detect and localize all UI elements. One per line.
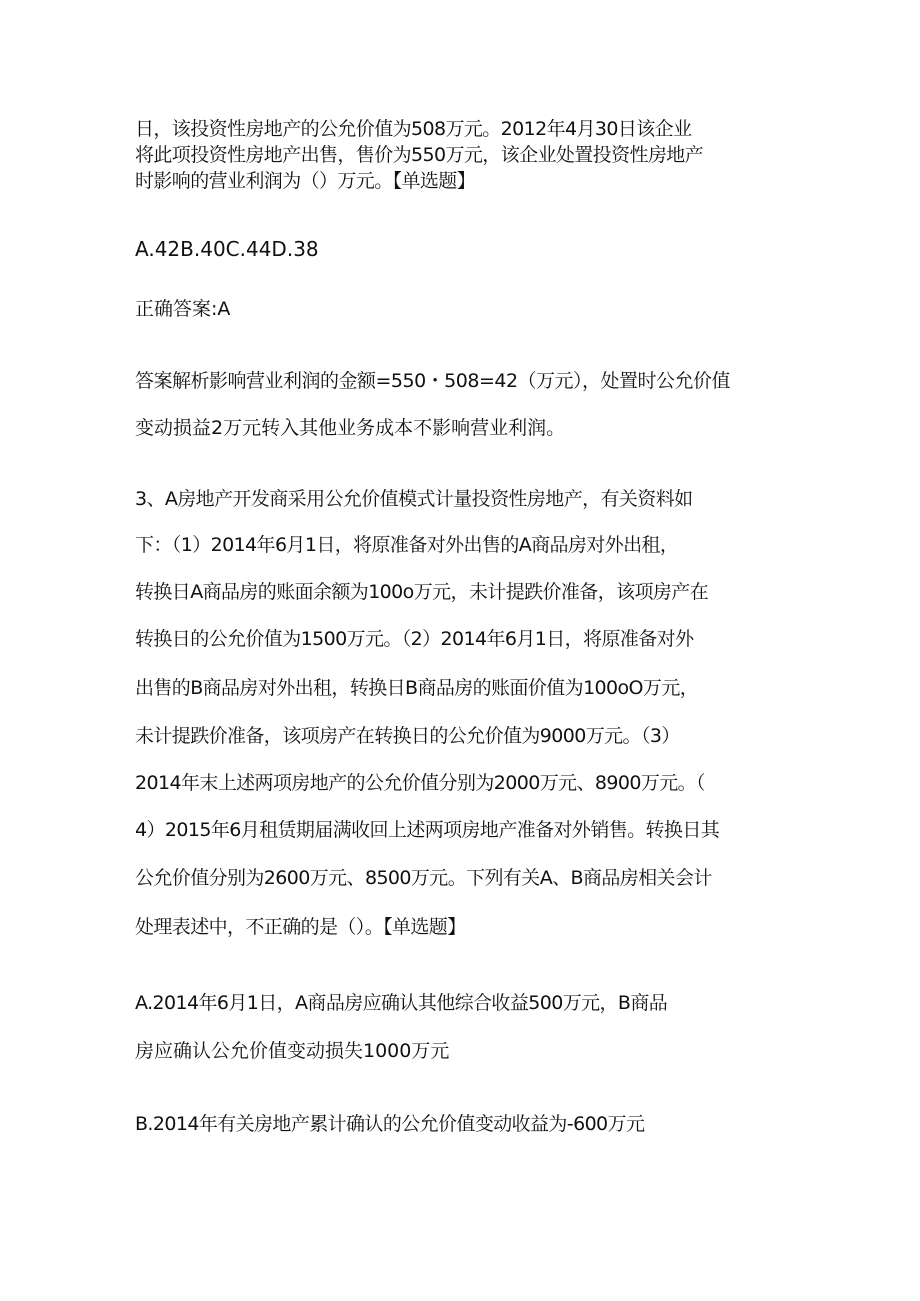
- question-2-line-3: 时影响的营业利润为（）万元。【单选题】: [135, 170, 476, 192]
- question-3-line-5: 出售的B商品房对外出租，转换日B商品房的账面价值为100oO万元，: [135, 677, 699, 699]
- question-3-line-7: 2014年末上述两项房地产的公允价值分别为2000万元、8900万元。（: [135, 772, 705, 794]
- question-3-line-3: 转换日A商品房的账面余额为100o万元，未计提跌价准备，该项房产在: [135, 581, 709, 603]
- question-3-line-4: 转换日的公允价值为1500万元。（2）2014年6月1日，将原准备对外: [135, 628, 694, 650]
- question-3-line-1: 3、A房地产开发商采用公允价值模式计量投资性房地产，有关资料如: [135, 488, 693, 510]
- question-2-line-1: 日，该投资性房地产的公允价值为508万元。2012年4月30日该企业: [135, 118, 692, 140]
- question-2-analysis-line-2: 变动损益2万元转入其他业务成本不影响营业利润。: [135, 417, 566, 439]
- question-2-answer: 正确答案:A: [135, 298, 231, 320]
- question-3-line-2: 下：（1）2014年6月1日，将原准备对外出售的A商品房对外出租，: [135, 534, 679, 556]
- question-3-option-a-line-1: A.2014年6月1日，A商品房应确认其他综合收益500万元，B商品: [135, 992, 668, 1014]
- question-3-option-a-line-2: 房应确认公允价值变动损失1000万元: [135, 1040, 450, 1062]
- question-2-analysis-line-1: 答案解析影响营业利润的金额=550・508=42（万元），处置时公允价值: [135, 370, 731, 392]
- question-3-line-6: 未计提跌价准备，该项房产在转换日的公允价值为9000万元。（3）: [135, 725, 680, 747]
- question-3-line-9: 公允价值分别为2600万元、8500万元。下列有关A、B商品房相关会计: [135, 867, 712, 889]
- question-3-line-8: 4）2015年6月租赁期届满收回上述两项房地产准备对外销售。转换日其: [135, 819, 720, 841]
- question-3-line-10: 处理表述中，不正确的是（）。【单选题】: [135, 916, 466, 938]
- question-3-option-b: B.2014年有关房地产累计确认的公允价值变动收益为-600万元: [135, 1113, 645, 1135]
- question-2-options: A.42B.40C.44D.38: [135, 237, 319, 261]
- question-2-line-2: 将此项投资性房地产出售，售价为550万元，该企业处置投资性房地产: [135, 144, 704, 166]
